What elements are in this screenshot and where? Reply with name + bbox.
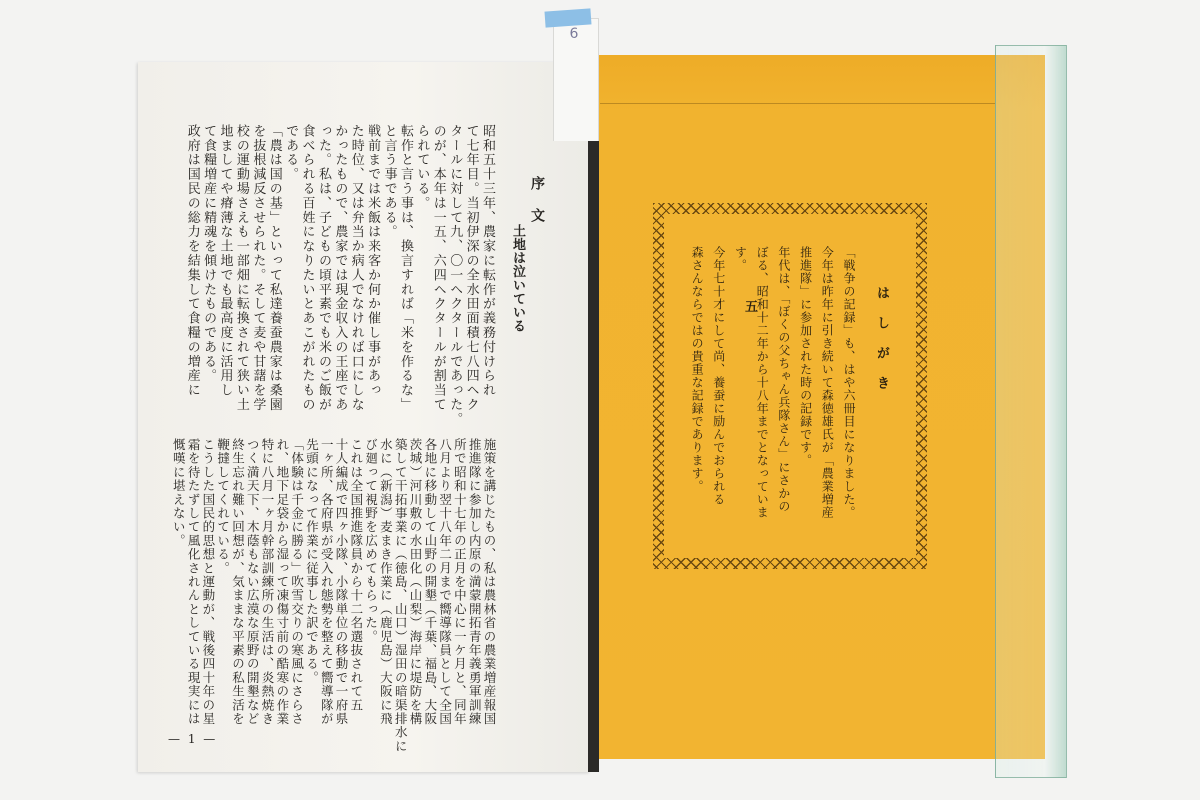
text-column: を抜根減反させられた。そして麦や甘藷を学	[250, 124, 266, 412]
text-column: である。	[283, 124, 299, 182]
text-column: 食べられる百姓になりたいとあこがれたもの	[299, 124, 315, 412]
foreword-mark: 五	[745, 300, 759, 315]
foreword-body	[685, 246, 859, 521]
text-column: れ、地下足袋から湿って凍傷寸前の酷寒の作業	[274, 438, 290, 726]
text-column: 年代は、「ぼくの父ちゃん兵隊さん」にさかの	[776, 246, 791, 513]
text-column: て食糧増産に精魂を傾けたものである。	[201, 124, 217, 384]
text-column: これは全国推進隊員から十二名選抜されて五	[348, 438, 364, 712]
text-column: のが、本年は一五、六四ヘクタールが割当て	[430, 124, 446, 412]
text-column: 八月より翌十八年二月まで嚮導隊員として全国	[437, 438, 453, 726]
text-column: った。私は、子どもの頃平素でも米のご飯が	[315, 124, 331, 412]
text-column: られている。	[414, 124, 430, 211]
text-column: 一ヶ所、各府県が受入れ態勢を整えて嚮導隊が	[319, 438, 335, 726]
text-column: 推進隊に参加し内原の満蒙開拓青年義勇軍訓練	[467, 438, 483, 726]
text-column: 戦前までは米飯は来客か何か催し事があっ	[365, 124, 381, 398]
text-column: 各地に移動して山野の開墾（千葉、福島、大阪	[422, 438, 438, 726]
text-column: 「戦争の記録」も、はや六冊目になりました。	[842, 246, 856, 519]
text-column: こうした国民的思想と運動が、戦後四十年の星	[200, 438, 216, 726]
text-column: 昭和五十三年、農家に転作が義務付けられ	[480, 124, 495, 398]
text-column: かったもので、農家では現金収入の王座であ	[332, 124, 348, 412]
text-column: 今年七十才にして尚、養蚕に励んでおられる	[711, 246, 726, 506]
text-column: 霜を待たずして風化されんとしている現実には	[186, 438, 202, 726]
page-fold-line	[600, 103, 995, 104]
text-column: 政府は国民の総力を結集して食糧の増産に	[184, 124, 200, 398]
text-column: 先頭になって作業に従事した訳である。	[304, 438, 320, 685]
text-column: す。	[733, 246, 748, 272]
book-binding	[588, 56, 599, 772]
preface-heading: 序 文	[529, 176, 545, 224]
page-number: — 1 —	[168, 732, 218, 746]
tab-note-number: 6	[569, 26, 579, 42]
text-column: つく満天下、木蔭もない広漠な原野の開墾など	[245, 438, 261, 726]
text-column: 森さんならではの貴重な記録であります。	[690, 246, 705, 493]
text-column: 十人編成で四ヶ小隊、小隊単位の移動で一府県	[334, 438, 350, 726]
glass-ruler	[995, 45, 1067, 778]
text-column: タールに対して九、〇一ヘクタールであった。	[447, 124, 463, 427]
text-column: 所で昭和十七年の正月を中心に一ケ月と、同年	[452, 438, 468, 726]
preface-body-lower	[170, 438, 497, 754]
text-column: 築して干拓事業に（徳島、山口）湿田の暗渠排水に	[393, 438, 409, 754]
text-column: 施策を講じたもの、私は農林省の農業増産報国	[482, 438, 497, 726]
text-column: 「農は国の基」といって私達養蚕農家は桑園	[266, 124, 282, 412]
text-column: 慨嘆に堪えない。	[171, 438, 187, 548]
text-column: 地ましてや瘠薄な土地でも最高度に活用し	[217, 124, 233, 398]
text-column: 特に八月一ヶ月幹部訓練所の生活は、炎熱焼き	[260, 438, 276, 726]
preface-body-upper	[183, 124, 495, 427]
text-column: 終生忘れ難い回想が、気ままな平素の私生活を	[230, 438, 246, 726]
text-column: び廻って視野を広めてもらった。	[363, 438, 379, 644]
text-column: 鞭撻してくれている。	[215, 438, 231, 575]
preface-subtitle: 土地は泣いている	[510, 224, 525, 333]
foreword-heading: はしがき	[874, 286, 889, 406]
text-column: 今年は昨年に引き続いて森徳雄氏が「農業増産	[820, 246, 835, 519]
text-column: 転作と言う事は、換言すれば「米を作るな」	[397, 124, 413, 412]
text-column: 推進隊」に参加された時の記録です。	[798, 246, 813, 467]
text-column: と言う事である。	[381, 124, 397, 240]
text-column: た時位、又は弁当か病人でなければ口にしな	[348, 124, 364, 412]
blue-index-tab	[544, 8, 591, 27]
text-column: 水に（新潟）麦まき作業に（鹿児島）大阪に飛	[378, 438, 394, 726]
text-column: て七年目。当初伊深の全水田面積七八四ヘク	[463, 124, 479, 412]
text-column: ぼる、昭和十二年から十八年までとなっていま	[755, 246, 770, 519]
text-column: 茨城）河川敷の水田化（山梨）海岸に堤防を構	[408, 438, 424, 726]
text-column: 校の運動場さえも一部畑に転換されて狭い土	[233, 124, 249, 412]
text-column: 「体験は千金に勝る」吹雪交りの寒風にさらさ	[289, 438, 305, 726]
